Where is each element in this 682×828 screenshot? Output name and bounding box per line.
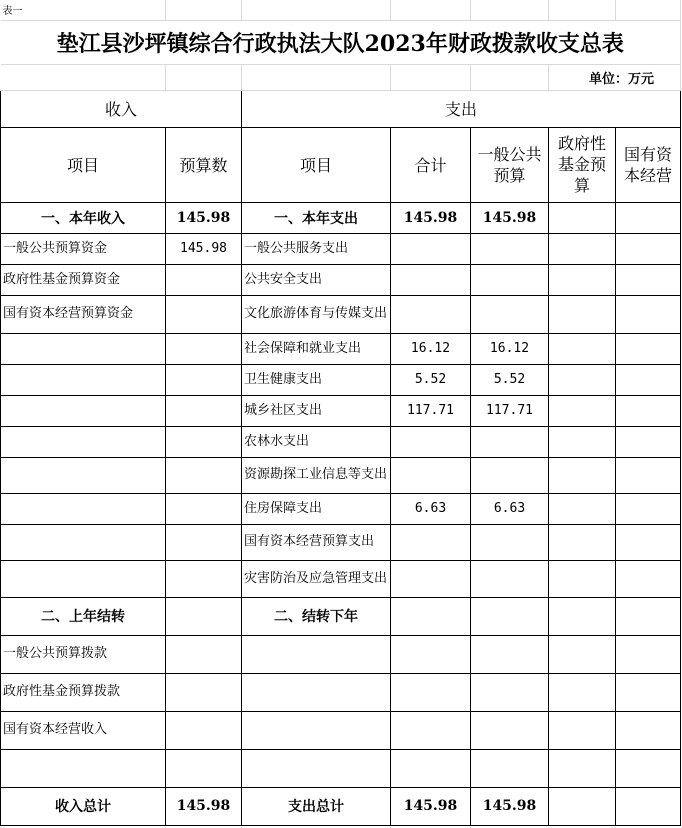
gov-fund-cell [549,264,616,295]
carry-empty-cell [471,673,549,711]
gov-fund-cell [549,493,616,524]
expense-item: 卫生健康支出 [242,364,391,395]
carry-rows [1,635,681,787]
expense-general-total-value: 145.98 [471,787,549,825]
carry-income-item: 政府性基金预算拨款 [1,673,166,711]
section1-expense-label: 一、本年支出 [242,202,391,233]
income-header: 收入 [1,90,242,127]
section1-row [1,202,681,233]
expense-general [471,233,549,264]
gov-fund-cell [549,295,616,333]
income-value [166,426,242,457]
expense-general [471,560,549,597]
carry-empty-cell [549,749,616,787]
state-capital-cell [616,364,681,395]
title-row [1,20,681,64]
header-row-2 [1,127,681,202]
income-item: 国有资本经营预算资金 [1,295,166,333]
expense-item: 社会保障和就业支出 [242,333,391,364]
carry-income-item: 国有资本经营收入 [1,711,166,749]
budget-header: 预算数 [166,127,242,202]
state-capital-cell [616,457,681,493]
expense-total: 5.52 [391,364,471,395]
state-capital-cell [616,233,681,264]
carry-empty-cell [242,635,391,673]
carry-row [1,673,681,711]
income-value [166,457,242,493]
expense-general: 5.52 [471,364,549,395]
income-value [166,524,242,560]
carry-empty-cell [166,749,242,787]
income-total-label: 收入总计 [1,787,166,825]
section1-expense-total: 145.98 [391,202,471,233]
state-capital-cell [616,524,681,560]
carry-empty-cell [616,749,681,787]
section1-income-label: 一、本年收入 [1,202,166,233]
section2-expense-label: 二、结转下年 [242,597,391,635]
carry-row [1,635,681,673]
income-total-value: 145.98 [166,787,242,825]
expense-total: 16.12 [391,333,471,364]
table-row [1,493,681,524]
carry-empty-cell [549,711,616,749]
carry-empty-cell [549,635,616,673]
carry-empty-cell [242,749,391,787]
expense-total [391,560,471,597]
expense-total [391,233,471,264]
expense-total [391,264,471,295]
expense-item: 住房保障支出 [242,493,391,524]
income-item [1,333,166,364]
expense-general [471,264,549,295]
table-row [1,426,681,457]
state-capital-cell [616,264,681,295]
carry-empty-cell [391,635,471,673]
page-title: 垫江县沙坪镇综合行政执法大队2023年财政拨款收支总表 [1,20,681,64]
gov-fund-cell [549,524,616,560]
header-row-1 [1,90,681,127]
income-item [1,493,166,524]
section2-income-label: 二、上年结转 [1,597,166,635]
state-capital-cell [616,395,681,426]
table-row [1,457,681,493]
total-header: 合计 [391,127,471,202]
income-item: 一般公共预算资金 [1,233,166,264]
gov-fund-cell [549,457,616,493]
carry-empty-cell [391,673,471,711]
expense-total-label: 支出总计 [242,787,391,825]
carry-empty-cell [166,673,242,711]
expense-item: 文化旅游体育与传媒支出 [242,295,391,333]
detail-rows [1,233,681,597]
unit-row [1,64,681,90]
gov-fund-cell [549,233,616,264]
expense-general [471,426,549,457]
expense-item: 一般公共服务支出 [242,233,391,264]
table-row [1,264,681,295]
gov-fund-cell [549,364,616,395]
income-value [166,560,242,597]
gov-fund-cell [549,560,616,597]
carry-empty-cell [471,711,549,749]
carry-empty-cell [391,711,471,749]
income-item: 政府性基金预算资金 [1,264,166,295]
expense-general [471,295,549,333]
expense-item: 资源勘探工业信息等支出 [242,457,391,493]
table-row [1,233,681,264]
expense-total [391,426,471,457]
table-row [1,395,681,426]
expense-total: 117.71 [391,395,471,426]
carry-empty-cell [549,673,616,711]
carry-empty-cell [242,711,391,749]
tag-row [1,0,681,20]
section1-expense-general: 145.98 [471,202,549,233]
income-item [1,560,166,597]
carry-income-item [1,749,166,787]
section2-row [1,597,681,635]
gov-fund-cell [549,426,616,457]
general-budget-header: 一般公共预算 [471,127,549,202]
carry-empty-cell [391,749,471,787]
expense-item-header: 项目 [242,127,391,202]
expense-item: 农林水支出 [242,426,391,457]
income-item [1,364,166,395]
expense-total [391,457,471,493]
table-row [1,364,681,395]
income-value [166,364,242,395]
expense-general: 117.71 [471,395,549,426]
carry-empty-cell [471,635,549,673]
income-value [166,493,242,524]
expense-total [391,524,471,560]
expense-item: 公共安全支出 [242,264,391,295]
unit-label: 单位：万元 [549,64,681,90]
expense-total [391,295,471,333]
table-row [1,295,681,333]
carry-empty-cell [242,673,391,711]
state-capital-cell [616,493,681,524]
state-capital-cell [616,333,681,364]
totals-row [1,787,681,825]
carry-empty-cell [616,673,681,711]
state-capital-cell [616,560,681,597]
gov-fund-cell [549,395,616,426]
state-capital-header: 国有资本经营 [616,127,681,202]
expense-general: 16.12 [471,333,549,364]
income-item [1,426,166,457]
carry-empty-cell [616,711,681,749]
income-value: 145.98 [166,233,242,264]
carry-income-item: 一般公共预算拨款 [1,635,166,673]
expense-item: 城乡社区支出 [242,395,391,426]
expense-item: 灾害防治及应急管理支出 [242,560,391,597]
sheet-tag: 表一 [1,0,166,20]
section1-income-value: 145.98 [166,202,242,233]
income-item-header: 项目 [1,127,166,202]
carry-row [1,749,681,787]
carry-empty-cell [471,749,549,787]
table-row [1,524,681,560]
income-item [1,395,166,426]
gov-fund-header: 政府性基金预算 [549,127,616,202]
income-value [166,333,242,364]
carry-row [1,711,681,749]
income-item [1,457,166,493]
carry-empty-cell [616,635,681,673]
state-capital-cell [616,295,681,333]
table-row [1,333,681,364]
expense-general: 6.63 [471,493,549,524]
carry-empty-cell [166,635,242,673]
expense-item: 国有资本经营预算支出 [242,524,391,560]
income-value [166,264,242,295]
gov-fund-cell [549,333,616,364]
table-row [1,560,681,597]
expense-total: 6.63 [391,493,471,524]
income-value [166,295,242,333]
income-value [166,395,242,426]
expense-total-value: 145.98 [391,787,471,825]
expense-general [471,524,549,560]
expense-header: 支出 [242,90,681,127]
carry-empty-cell [166,711,242,749]
state-capital-cell [616,426,681,457]
expense-general [471,457,549,493]
income-item [1,524,166,560]
